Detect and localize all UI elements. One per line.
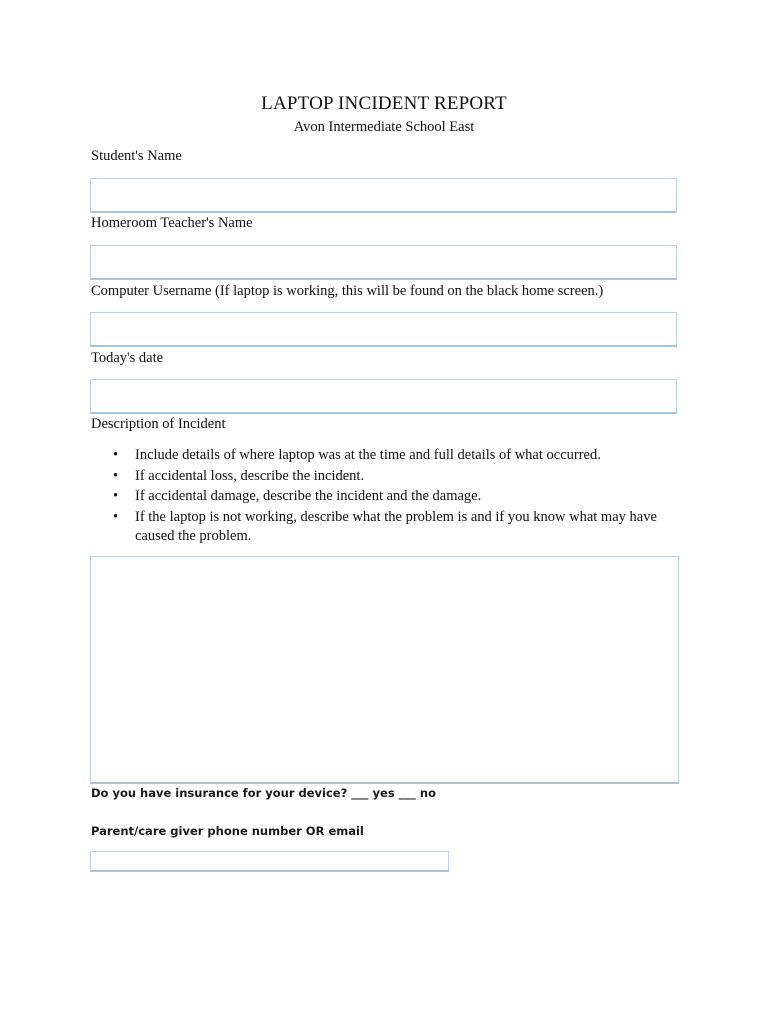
contact-label: Parent/care giver phone number OR email (91, 824, 364, 838)
instruction-text: If the laptop is not working, describe what the problem is and if you know what may have caused the problem. (135, 508, 657, 544)
bullet-icon: • (113, 508, 119, 525)
list-item (110, 467, 690, 486)
teacher-name-label: Homeroom Teacher's Name (91, 215, 253, 231)
date-label: Today's date (91, 350, 164, 366)
description-field[interactable] (90, 556, 679, 784)
bullet-icon: • (113, 467, 119, 484)
description-label: Description of Incident (91, 416, 226, 432)
bullet-icon: • (113, 488, 119, 505)
page-title: LAPTOP INCIDENT REPORT (261, 93, 507, 114)
teacher-name-field[interactable] (90, 245, 677, 280)
contact-field[interactable] (90, 851, 449, 872)
instruction-text: If accidental loss, describe the incident. (135, 467, 365, 484)
username-label: Computer Username (If laptop is working, this will be found on the black home screen.) (91, 283, 604, 299)
username-field[interactable] (90, 312, 677, 347)
student-name-field[interactable] (90, 178, 677, 213)
instruction-list (110, 446, 690, 547)
list-item (110, 487, 690, 506)
bullet-icon: • (113, 447, 119, 463)
student-name-label: Student's Name (91, 148, 182, 164)
list-item (110, 446, 690, 465)
insurance-question: Do you have insurance for your device? ___ yes ___ no (91, 786, 437, 800)
school-name: Avon Intermediate School East (293, 119, 475, 135)
list-item (110, 508, 690, 546)
date-field[interactable] (90, 379, 677, 414)
instruction-text: Include details of where laptop was at the time and full details of what occurred. (135, 447, 601, 463)
instruction-text: If accidental damage, describe the incident and the damage. (135, 488, 482, 505)
